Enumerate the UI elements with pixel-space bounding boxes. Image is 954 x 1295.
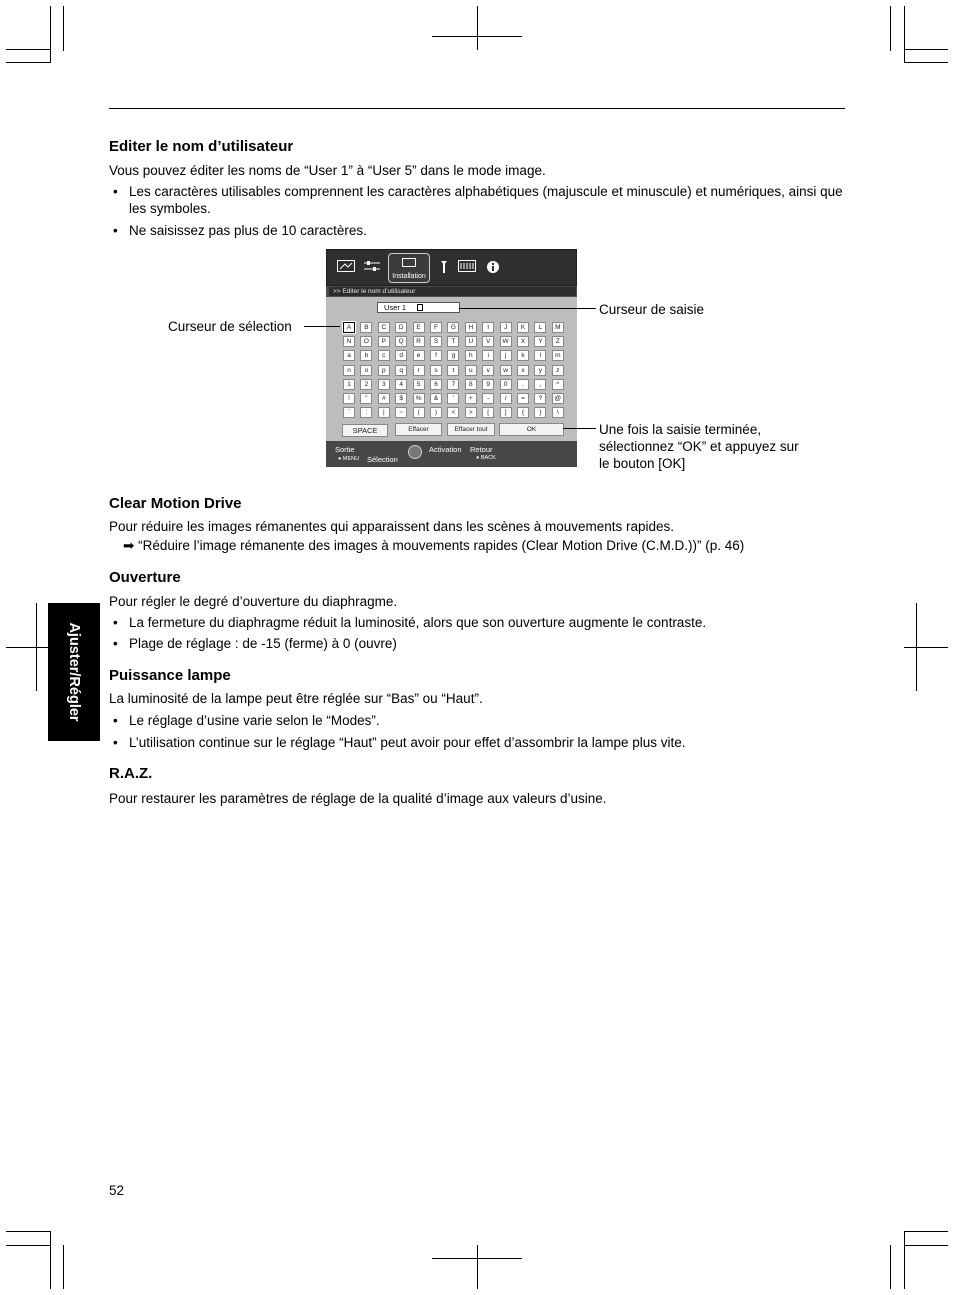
crop-mark	[890, 6, 891, 51]
character-key[interactable]: S	[430, 336, 442, 347]
callout-line	[563, 428, 596, 429]
character-key[interactable]: '	[447, 393, 459, 404]
joystick-icon	[408, 445, 422, 459]
bullet-dot: •	[113, 735, 118, 750]
character-key[interactable]: i	[482, 350, 494, 361]
crop-mark	[6, 1245, 50, 1246]
callout-line	[304, 326, 340, 327]
character-key[interactable]: b	[360, 350, 372, 361]
callout-ok-line: sélectionnez “OK” et appuyez sur	[599, 439, 799, 454]
picture-icon	[337, 260, 355, 273]
character-key[interactable]: h	[465, 350, 477, 361]
bullet-dot: •	[113, 615, 118, 630]
character-key[interactable]: X	[517, 336, 529, 347]
crop-mark	[904, 1231, 905, 1289]
character-key[interactable]: /	[500, 393, 512, 404]
character-key[interactable]: H	[465, 322, 477, 333]
section-title-cmd: Clear Motion Drive	[109, 495, 242, 512]
character-key[interactable]: p	[378, 365, 390, 376]
character-key[interactable]: n	[343, 365, 355, 376]
character-key[interactable]: "	[360, 393, 372, 404]
character-key[interactable]: 0	[500, 379, 512, 390]
character-key[interactable]: 1	[343, 379, 355, 390]
ok-button[interactable]: OK	[499, 423, 564, 436]
footer-back-key: ● BACK	[476, 455, 496, 461]
installation-icon	[402, 258, 416, 267]
crop-mark	[904, 647, 948, 648]
character-key[interactable]: 3	[378, 379, 390, 390]
character-key[interactable]: @	[552, 393, 564, 404]
info-icon	[484, 260, 502, 273]
character-key[interactable]: J	[500, 322, 512, 333]
character-key[interactable]: <	[447, 407, 459, 418]
character-key[interactable]: ,	[534, 379, 546, 390]
character-key[interactable]: s	[430, 365, 442, 376]
editer-intro: Vous pouvez éditer les noms de “User 1” à “User 5” dans le mode image.	[109, 163, 546, 178]
tab-installation[interactable]	[388, 253, 430, 283]
character-key[interactable]: -	[482, 393, 494, 404]
bullet-text: Les caractères utilisables comprennent les caractères alphabétiques (majuscule et minuscule) et numériques, ainsi que les symboles.	[129, 184, 843, 216]
bullet-dot: •	[113, 223, 118, 238]
character-key[interactable]: w	[500, 365, 512, 376]
bullet-text: Plage de réglage : de -15 (ferme) à 0 (ouvre)	[129, 636, 397, 651]
character-key[interactable]: T	[447, 336, 459, 347]
bullet-dot: •	[113, 184, 118, 199]
section-title-lampe: Puissance lampe	[109, 667, 231, 684]
character-key[interactable]: 6	[430, 379, 442, 390]
crop-mark	[36, 603, 37, 691]
character-key[interactable]: U	[465, 336, 477, 347]
character-key[interactable]: k	[517, 350, 529, 361]
character-key[interactable]: 2	[360, 379, 372, 390]
character-key[interactable]: u	[465, 365, 477, 376]
callout-line	[459, 308, 596, 309]
crop-mark	[50, 6, 51, 63]
character-key[interactable]: {	[517, 407, 529, 418]
character-key[interactable]: >	[465, 407, 477, 418]
callout-ok-line: le bouton [OK]	[599, 456, 686, 471]
callout-selection: Curseur de sélection	[168, 319, 292, 334]
character-key[interactable]: O	[360, 336, 372, 347]
bullet-text: Le réglage d’usine varie selon le “Modes”.	[129, 713, 380, 728]
character-key[interactable]: 9	[482, 379, 494, 390]
character-key[interactable]: x	[517, 365, 529, 376]
character-key[interactable]: ]	[500, 407, 512, 418]
character-key[interactable]: :	[360, 407, 372, 418]
crop-mark	[63, 6, 64, 51]
user-name-value: User 1	[384, 303, 407, 312]
erase-button[interactable]: Effacer	[395, 423, 442, 436]
lampe-text: La luminosité de la lampe peut être réglée sur “Bas” ou “Haut”.	[109, 691, 483, 706]
character-key[interactable]: ~	[395, 407, 407, 418]
character-key[interactable]: f	[430, 350, 442, 361]
character-key[interactable]: a	[343, 350, 355, 361]
footer-activation: Activation	[429, 445, 462, 454]
bullet-text: La fermeture du diaphragme réduit la luminosité, alors que son ouverture augmente le contraste.	[129, 615, 707, 630]
tab-installation-label: Installation	[392, 273, 426, 280]
crop-mark	[904, 1231, 948, 1232]
crop-mark	[904, 1245, 948, 1246]
character-key[interactable]: Y	[534, 336, 546, 347]
character-key[interactable]: g	[447, 350, 459, 361]
crop-mark	[432, 1258, 522, 1259]
callout-saisie: Curseur de saisie	[599, 302, 705, 317]
bullet-text: L’utilisation continue sur le réglage “Haut” peut avoir pour effet d’assombrir la lampe plus vite.	[129, 735, 686, 750]
character-key[interactable]: e	[413, 350, 425, 361]
character-key[interactable]: D	[395, 322, 407, 333]
character-key[interactable]: }	[534, 407, 546, 418]
bullet-text: Ne saisissez pas plus de 10 caractères.	[129, 223, 367, 238]
crop-mark	[477, 1245, 478, 1289]
bullet-dot: •	[113, 636, 118, 651]
character-key[interactable]: Z	[552, 336, 564, 347]
crop-mark	[50, 1231, 51, 1289]
cmd-reference	[123, 537, 843, 554]
crop-mark	[6, 647, 50, 648]
character-key[interactable]: Q	[395, 336, 407, 347]
character-key[interactable]: L	[534, 322, 546, 333]
crop-mark	[63, 1245, 64, 1289]
character-key[interactable]: 4	[395, 379, 407, 390]
character-key[interactable]: $	[395, 393, 407, 404]
character-key[interactable]: K	[517, 322, 529, 333]
crop-mark	[6, 62, 50, 63]
crop-mark	[890, 1245, 891, 1289]
character-key[interactable]: P	[378, 336, 390, 347]
character-key[interactable]: I	[482, 322, 494, 333]
character-key[interactable]: o	[360, 365, 372, 376]
cmd-reference-text: “Réduire l’image rémanente des images à mouvements rapides (Clear Motion Drive (C.M.D.))” (p. 46)	[138, 538, 745, 553]
character-key[interactable]: !	[343, 393, 355, 404]
crop-mark	[904, 49, 948, 50]
character-key[interactable]: M	[552, 322, 564, 333]
character-key[interactable]: B	[360, 322, 372, 333]
character-key[interactable]: W	[500, 336, 512, 347]
menu-footer	[326, 441, 577, 467]
character-key[interactable]: c	[378, 350, 390, 361]
crop-mark	[904, 62, 948, 63]
crop-mark	[904, 6, 905, 63]
character-key[interactable]: C	[378, 322, 390, 333]
arrow-icon: ➡	[123, 538, 135, 553]
callout-ok	[599, 421, 799, 472]
character-key[interactable]: .	[517, 379, 529, 390]
network-icon	[458, 260, 476, 273]
character-key[interactable]: N	[343, 336, 355, 347]
cmd-text: Pour réduire les images rémanentes qui apparaissent dans les scènes à mouvements rapides.	[109, 519, 675, 534]
callout-ok-line: Une fois la saisie terminée,	[599, 422, 762, 437]
settings-icon	[363, 260, 381, 273]
character-key[interactable]: E	[413, 322, 425, 333]
character-key[interactable]: )	[430, 407, 442, 418]
page-number: 52	[109, 1183, 125, 1198]
character-key[interactable]: ?	[534, 393, 546, 404]
character-key[interactable]: m	[552, 350, 564, 361]
erase-all-button[interactable]: Effacer tout	[447, 423, 495, 436]
character-key[interactable]: =	[517, 393, 529, 404]
side-tab	[48, 603, 100, 741]
tools-icon	[435, 260, 453, 273]
character-key[interactable]: A	[343, 322, 355, 333]
menu-tab-bar	[326, 249, 577, 286]
character-key[interactable]: r	[413, 365, 425, 376]
character-key[interactable]: F	[430, 322, 442, 333]
crop-mark	[6, 49, 50, 50]
character-key[interactable]: ^	[552, 379, 564, 390]
input-cursor	[417, 304, 423, 311]
character-key[interactable]: d	[395, 350, 407, 361]
character-key[interactable]: y	[534, 365, 546, 376]
character-key[interactable]: (	[413, 407, 425, 418]
crop-mark	[477, 6, 478, 50]
character-key[interactable]: 7	[447, 379, 459, 390]
menu-breadcrumb: >> Editer le nom d’utilisateur	[329, 287, 576, 296]
footer-back: Retour	[470, 445, 493, 454]
footer-exit: Sortie	[335, 445, 355, 454]
character-key[interactable]: %	[413, 393, 425, 404]
character-key[interactable]: R	[413, 336, 425, 347]
character-key[interactable]: j	[500, 350, 512, 361]
character-key[interactable]: `	[343, 407, 355, 418]
character-key[interactable]: #	[378, 393, 390, 404]
character-key[interactable]: &	[430, 393, 442, 404]
character-key[interactable]: z	[552, 365, 564, 376]
section-title-raz: R.A.Z.	[109, 765, 153, 782]
ouverture-text: Pour régler le degré d’ouverture du diaphragme.	[109, 594, 398, 609]
character-key[interactable]: l	[534, 350, 546, 361]
footer-menu-key: ● MENU	[338, 456, 360, 462]
menu-screenshot	[326, 249, 577, 467]
space-button[interactable]: SPACE	[342, 424, 388, 437]
raz-text: Pour restaurer les paramètres de réglage de la qualité d’image aux valeurs d’usine.	[109, 791, 607, 806]
crop-mark	[432, 36, 522, 37]
character-key[interactable]: t	[447, 365, 459, 376]
keyboard-area	[326, 297, 577, 441]
footer-selection: Sélection	[367, 455, 398, 464]
header-rule	[109, 108, 845, 109]
character-key[interactable]: q	[395, 365, 407, 376]
crop-mark	[6, 1231, 50, 1232]
section-title-editer: Editer le nom d’utilisateur	[109, 138, 294, 155]
character-key[interactable]: 5	[413, 379, 425, 390]
bullet-dot: •	[113, 713, 118, 728]
character-key[interactable]: [	[482, 407, 494, 418]
back-key-label: BACK	[480, 455, 496, 461]
character-key[interactable]: +	[465, 393, 477, 404]
user-name-field[interactable]	[377, 302, 460, 313]
menu-key-label: MENU	[342, 456, 360, 462]
character-key[interactable]: V	[482, 336, 494, 347]
character-key[interactable]: v	[482, 365, 494, 376]
section-title-ouverture: Ouverture	[109, 569, 181, 586]
character-key[interactable]: \	[552, 407, 564, 418]
crop-mark	[916, 603, 917, 691]
character-key[interactable]: 8	[465, 379, 477, 390]
character-key[interactable]: |	[378, 407, 390, 418]
side-tab-label: Ajuster/Régler	[66, 622, 82, 722]
character-key[interactable]: G	[447, 322, 459, 333]
